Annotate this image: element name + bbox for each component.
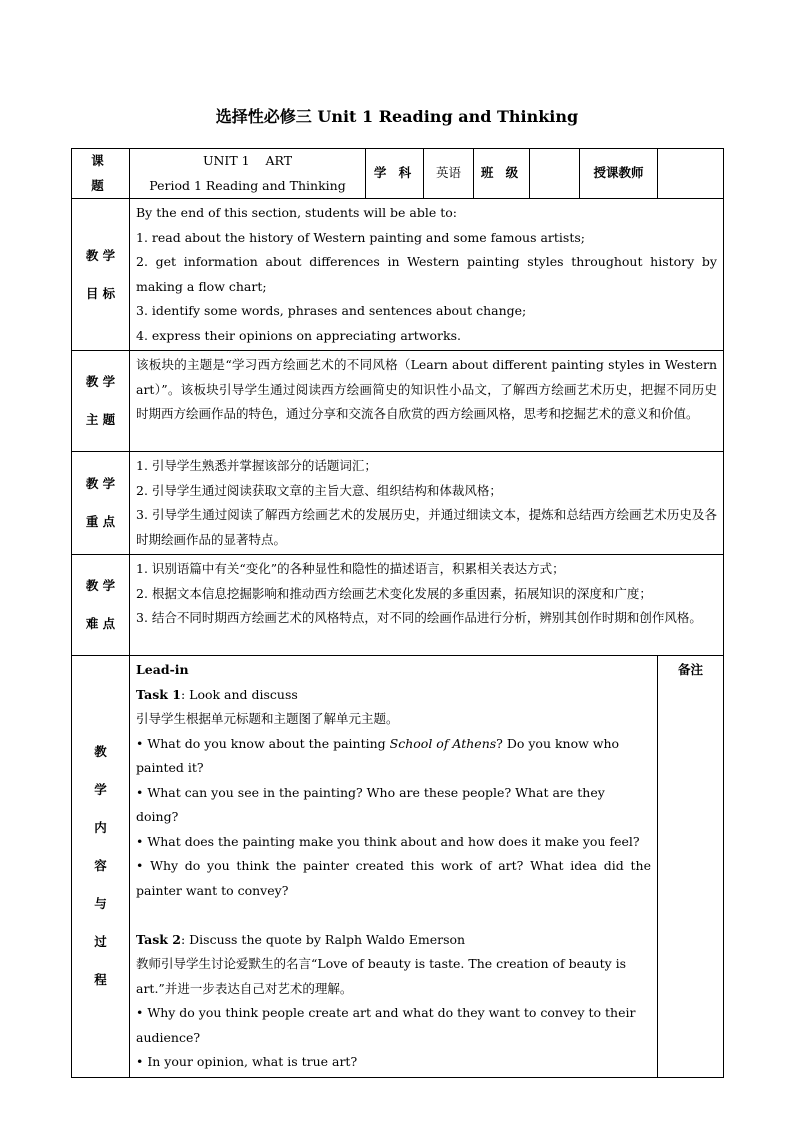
process-label: 教 学 内 容 与 过 程 [72,656,130,1078]
lead-in-heading: Lead-in [136,662,189,677]
class-value [530,149,580,199]
objectives-line: 2. get information about differences in Western painting styles throughout history by making a flow chart; [136,254,717,294]
key-point-line: 2. 引导学生通过阅读获取文章的主旨大意、组织结构和体裁风格； [136,482,502,498]
objectives-label: 教 学 目 标 [72,199,130,351]
task1-heading: Task 1: Look and discuss [136,686,298,702]
objectives-line: 1. read about the history of Western painting and some famous artists; [136,229,585,245]
key-points-label: 教 学 重 点 [72,452,130,555]
process-row [72,656,724,1078]
theme-text: 该板块的主题是“学习西方绘画艺术的不同风格（Learn about different painting styles in Western art）”。该板块引导学生通过阅读西方绘画简史的知识性小品文，了解西方绘画艺术历史，把握不同历史时期西方绘画作品的特色，通过分享和交流各自欣赏的西方绘画风格，思考和挖掘艺术的意义和价值。 [136,357,717,421]
task2-question: • In your opinion, what is true art? [136,1054,358,1069]
task2-heading: Task 2: Discuss the quote by Ralph Waldo Emerson [136,931,466,947]
class-label: 班 级 [474,149,530,199]
task1-question: • Why do you think the painter created this work of art? What idea did the painter want to convey? [136,858,651,898]
teacher-label: 授课教师 [580,149,658,199]
task2-question: • Why do you think people create art and what do they want to convey to their audience? [136,1005,636,1045]
key-points-content [130,452,724,555]
objectives-line: By the end of this section, students will be able to: [136,205,458,220]
task1-intro: 引导学生根据单元标题和主题图了解单元主题。 [136,711,399,726]
key-points-row [72,452,724,555]
task2-intro: 教师引导学生讨论爱默生的名言“Love of beauty is taste. The creation of beauty is art.”并进一步表达自己对艺术的理解。 [136,956,627,996]
objectives-line: 4. express their opinions on appreciating artworks. [136,327,461,343]
subject-label: 学 科 [366,149,424,199]
notes-column-label: 备注 [658,656,724,1078]
theme-row [72,351,724,452]
task1-question: • What do you know about the painting School of Athens? Do you know who painted it? [136,735,620,775]
topic-cell [130,149,366,199]
header-row [72,149,724,199]
page-title: 选择性必修三 Unit 1 Reading and Thinking [215,107,579,126]
difficulties-row [72,555,724,656]
objectives-line: 3. identify some words, phrases and sentences about change; [136,303,527,318]
difficulties-content [130,555,724,656]
difficulty-line: 3. 结合不同时期西方绘画艺术的风格特点，对不同的绘画作品进行分析，辨别其创作时期和创作风格。 [136,610,702,625]
key-point-line: 1. 引导学生熟悉并掌握该部分的话题词汇； [136,458,377,473]
teacher-value [658,149,724,199]
difficulty-line: 2. 根据文本信息挖掘影响和推动西方绘画艺术变化发展的多重因素，拓展知识的深度和广度； [136,585,652,601]
difficulty-line: 1. 识别语篇中有关“变化”的各种显性和隐性的描述语言，积累相关表达方式； [136,561,565,576]
topic-line-1: UNIT 1 ART [202,153,293,168]
objectives-content [130,199,724,351]
difficulties-label: 教 学 难 点 [72,555,130,656]
theme-content [130,351,724,452]
spacer [136,903,651,928]
task1-question: • What can you see in the painting? Who are these people? What are they doing? [136,784,605,824]
topic-label: 课 题 [72,149,130,199]
process-content [130,656,658,1078]
subject-value: 英语 [424,149,474,199]
key-point-line: 3. 引导学生通过阅读了解西方绘画艺术的发展历史，并通过细读文本，提炼和总结西方绘画艺术历史及各时期绘画作品的显著特点。 [136,507,717,547]
theme-label: 教 学 主 题 [72,351,130,452]
objectives-row [72,199,724,351]
topic-line-2: Period 1 Reading and Thinking [149,177,346,193]
task1-question: • What does the painting make you think about and how does it make you feel? [136,833,640,849]
lesson-plan-table [71,148,724,1078]
